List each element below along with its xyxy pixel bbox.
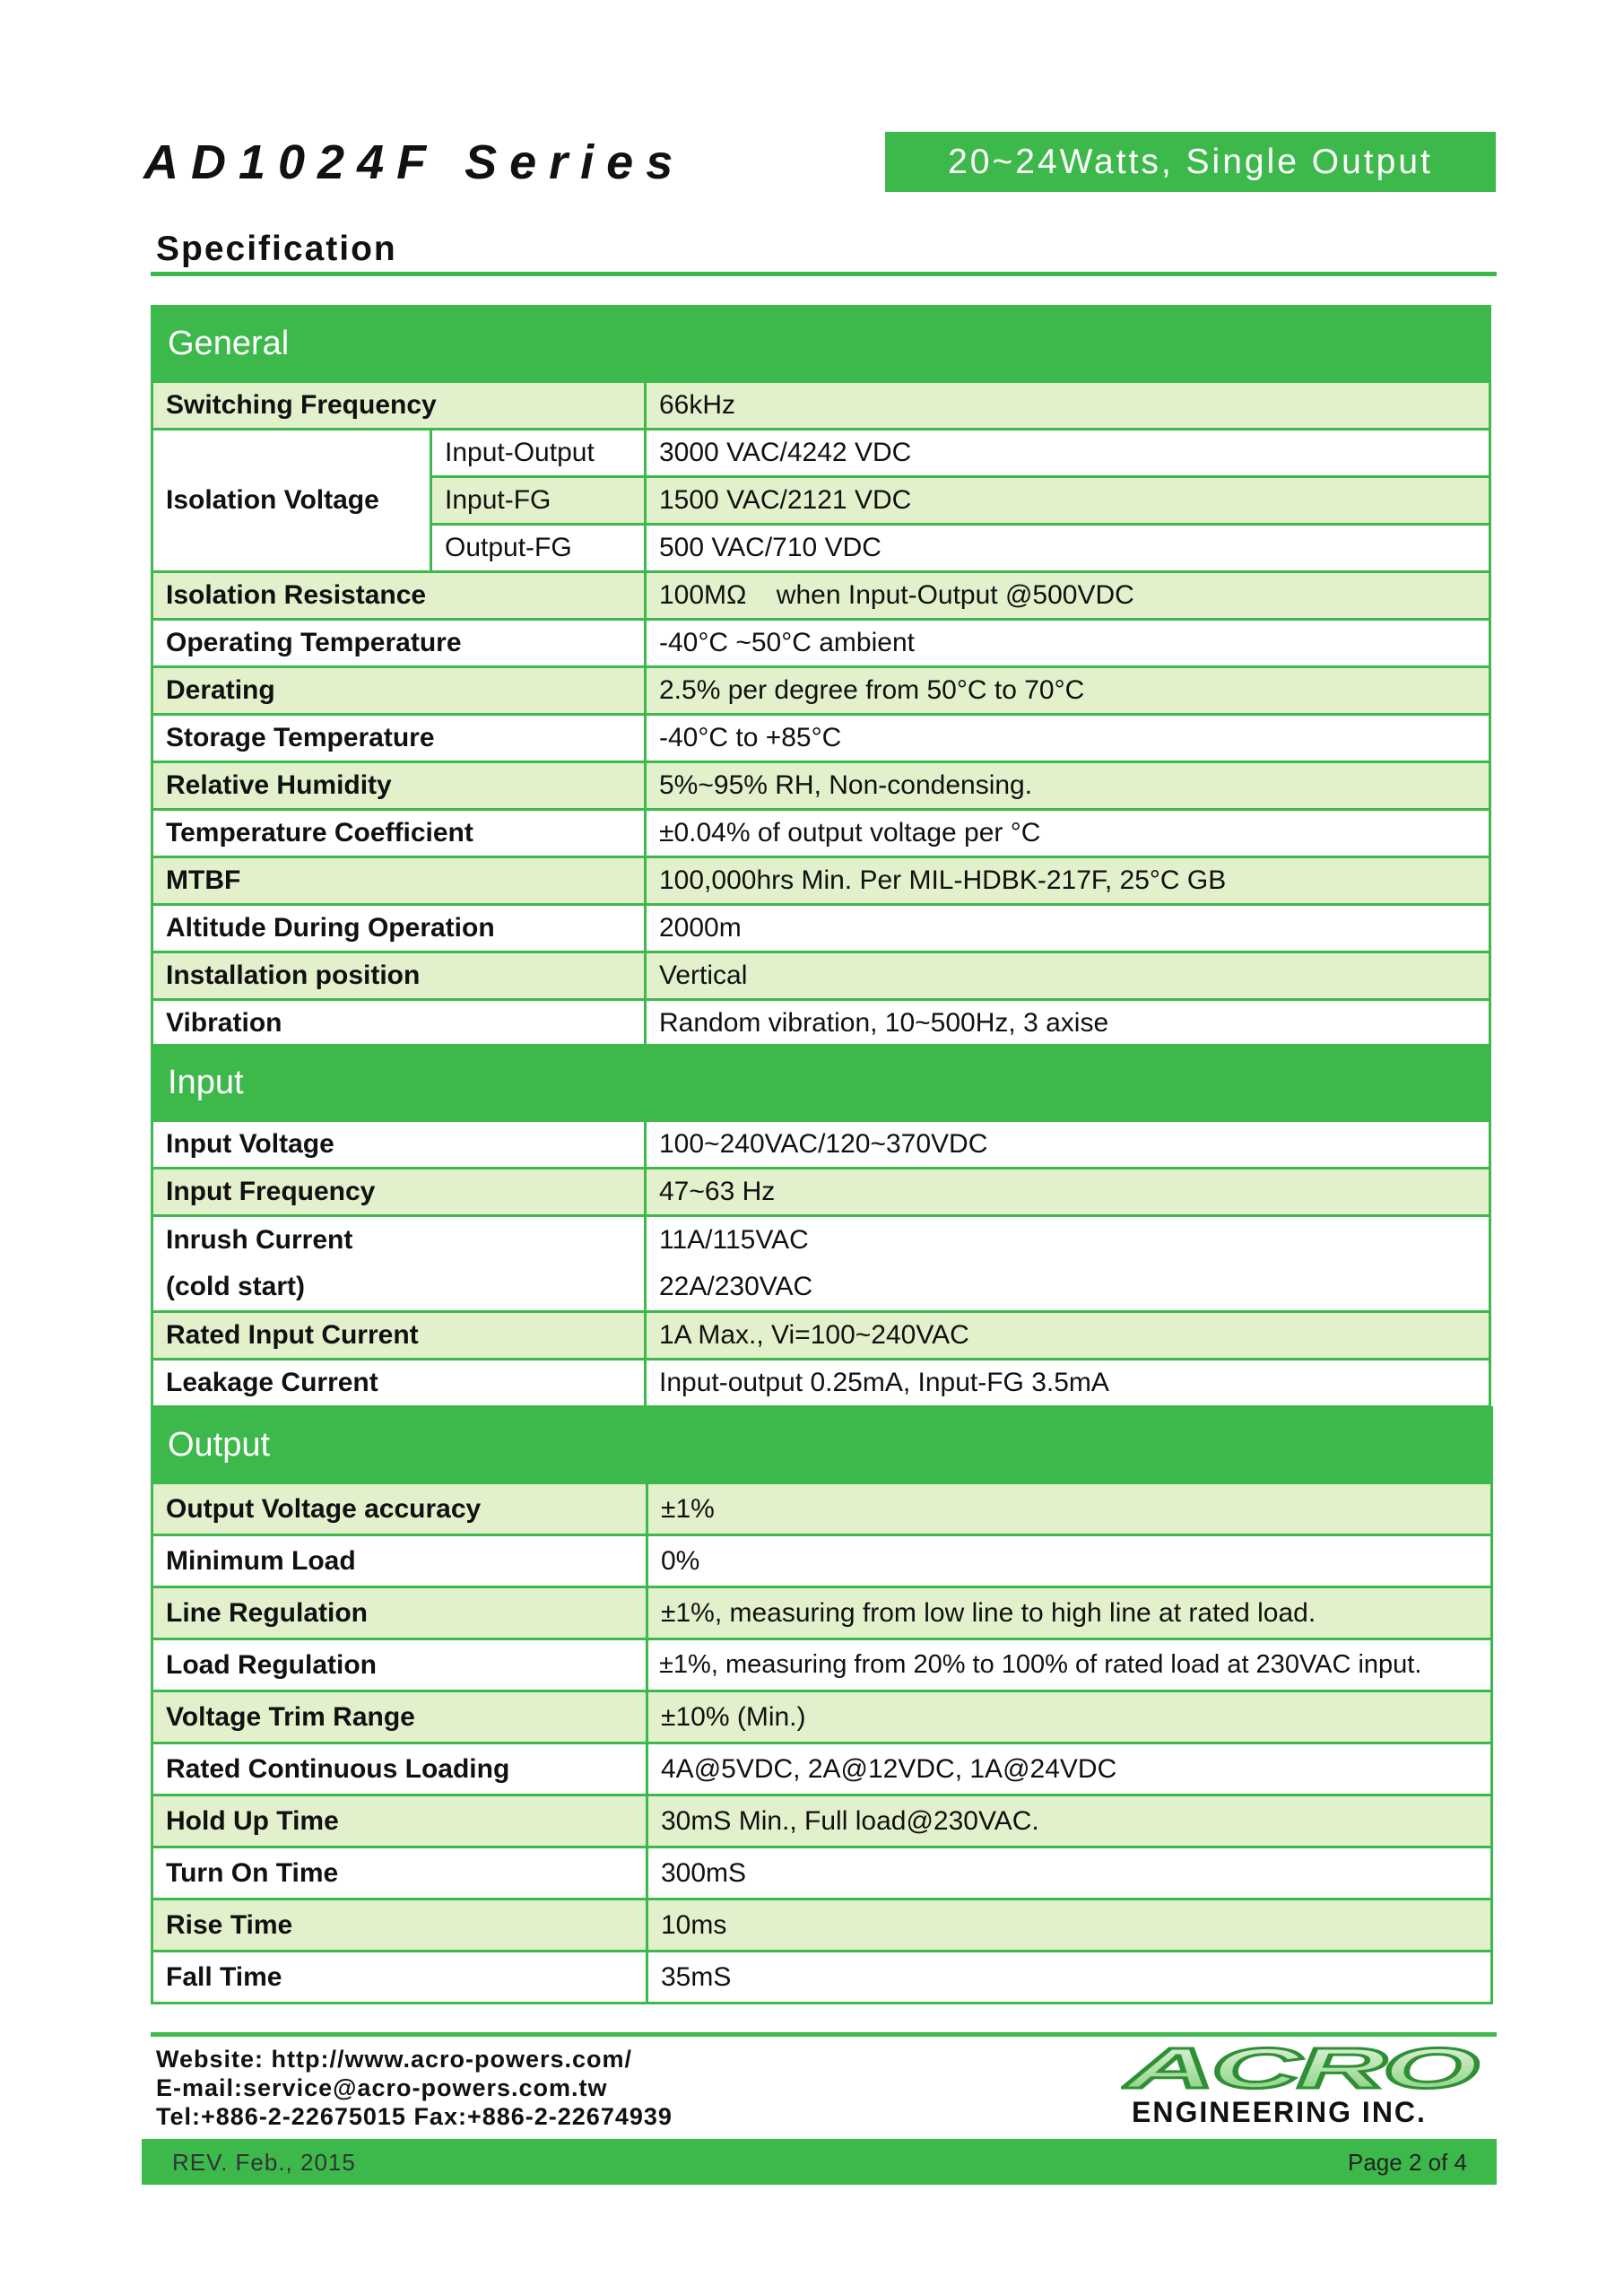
- section-heading: Specification: [156, 230, 397, 268]
- row-value: 500 VAC/710 VDC: [646, 525, 1490, 572]
- table-row: [152, 1952, 1492, 2004]
- row-value: 100MΩ when Input-Output @500VDC: [646, 572, 1490, 620]
- table-row: [152, 810, 1490, 857]
- row-value: 35mS: [647, 1952, 1492, 2004]
- row-label: Isolation Resistance: [152, 572, 646, 620]
- row-value: [646, 1216, 1490, 1312]
- table-row: [152, 762, 1490, 810]
- input-spec-table: [151, 1044, 1491, 1408]
- row-label: Fall Time: [152, 1952, 647, 2004]
- footer-top-rule: [151, 2032, 1497, 2037]
- table-row: [152, 1121, 1490, 1169]
- revision-text: REV. Feb., 2015: [172, 2149, 356, 2176]
- table-row: [152, 1360, 1490, 1407]
- phone-fax-text: Tel:+886-2-22675015 Fax:+886-2-22674939: [156, 2103, 673, 2130]
- row-value: 2.5% per degree from 50°C to 70°C: [646, 667, 1490, 715]
- table-row: [152, 715, 1490, 762]
- section-header-row: [152, 307, 1490, 382]
- table-row: [152, 952, 1490, 1000]
- row-value: 30mS Min., Full load@230VAC.: [647, 1795, 1492, 1847]
- table-row: [152, 430, 1490, 477]
- row-label: Vibration: [152, 1000, 646, 1048]
- section-title-input: Input: [152, 1046, 1490, 1121]
- section-header-row: [152, 1046, 1490, 1121]
- table-row: [152, 572, 1490, 620]
- row-value: Vertical: [646, 952, 1490, 1000]
- table-row: [152, 1847, 1492, 1899]
- page-number: Page 2 of 4: [1348, 2149, 1467, 2176]
- row-value: ±1%, measuring from 20% to 100% of rated load at 230VAC input.: [647, 1639, 1492, 1691]
- row-value: 3000 VAC/4242 VDC: [646, 430, 1490, 477]
- table-row: [152, 857, 1490, 905]
- row-label-line: (cold start): [166, 1272, 306, 1301]
- row-value: 5%~95% RH, Non-condensing.: [646, 762, 1490, 810]
- row-value-line: 22A/230VAC: [659, 1272, 813, 1301]
- table-row: [152, 1899, 1492, 1952]
- general-spec-table: [151, 305, 1491, 1048]
- table-row: [152, 1000, 1490, 1048]
- table-row: [152, 1639, 1492, 1691]
- row-label: Input Frequency: [152, 1169, 646, 1216]
- row-label: Rated Input Current: [152, 1312, 646, 1360]
- row-value: 100,000hrs Min. Per MIL-HDBK-217F, 25°C GB: [646, 857, 1490, 905]
- row-value: Input-output 0.25mA, Input-FG 3.5mA: [646, 1360, 1490, 1407]
- table-row: [152, 1216, 1490, 1312]
- row-value: 1500 VAC/2121 VDC: [646, 477, 1490, 525]
- table-row: [152, 1691, 1492, 1743]
- table-row: [152, 1795, 1492, 1847]
- row-value: 2000m: [646, 905, 1490, 952]
- row-value: ±1%, measuring from low line to high line at rated load.: [647, 1587, 1492, 1639]
- table-row: [152, 1535, 1492, 1587]
- row-label: Minimum Load: [152, 1535, 647, 1587]
- table-row: [152, 1743, 1492, 1795]
- row-label: Temperature Coefficient: [152, 810, 646, 857]
- row-value: 47~63 Hz: [646, 1169, 1490, 1216]
- row-label: Rise Time: [152, 1899, 647, 1952]
- website-text: Website: http://www.acro-powers.com/: [156, 2046, 633, 2073]
- output-spec-table: [151, 1406, 1493, 2004]
- row-label: Hold Up Time: [152, 1795, 647, 1847]
- table-row: [152, 620, 1490, 667]
- row-value: ±10% (Min.): [647, 1691, 1492, 1743]
- row-label: Line Regulation: [152, 1587, 647, 1639]
- row-value-line: 11A/115VAC: [659, 1225, 809, 1255]
- row-label: Relative Humidity: [152, 762, 646, 810]
- row-label: MTBF: [152, 857, 646, 905]
- row-value: 100~240VAC/120~370VDC: [646, 1121, 1490, 1169]
- table-row: [152, 1483, 1492, 1535]
- logo-subtitle: ENGINEERING INC.: [1132, 2096, 1427, 2128]
- row-label: Output Voltage accuracy: [152, 1483, 647, 1535]
- table-row: [152, 1587, 1492, 1639]
- row-label: Voltage Trim Range: [152, 1691, 647, 1743]
- row-sublabel: Output-FG: [431, 525, 646, 572]
- row-value: 1A Max., Vi=100~240VAC: [646, 1312, 1490, 1360]
- table-row: [152, 905, 1490, 952]
- row-label: Operating Temperature: [152, 620, 646, 667]
- row-value: 300mS: [647, 1847, 1492, 1899]
- row-label: Switching Frequency: [152, 382, 646, 430]
- table-row: [152, 382, 1490, 430]
- row-label: Turn On Time: [152, 1847, 647, 1899]
- section-title-output: Output: [152, 1408, 1492, 1483]
- email-text: E-mail:service@acro-powers.com.tw: [156, 2074, 608, 2101]
- row-label: Derating: [152, 667, 646, 715]
- row-label: Rated Continuous Loading: [152, 1743, 647, 1795]
- table-row: [152, 1169, 1490, 1216]
- section-title-general: General: [152, 307, 1490, 382]
- table-row: [152, 1312, 1490, 1360]
- row-value: -40°C ~50°C ambient: [646, 620, 1490, 667]
- contact-info: [156, 2045, 673, 2131]
- row-label: Altitude During Operation: [152, 905, 646, 952]
- row-sublabel: Input-FG: [431, 477, 646, 525]
- row-label: Installation position: [152, 952, 646, 1000]
- table-row: [152, 667, 1490, 715]
- row-label: Isolation Voltage: [152, 430, 431, 572]
- section-header-row: [152, 1408, 1492, 1483]
- row-label: Leakage Current: [152, 1360, 646, 1407]
- row-label-line: Inrush Current: [166, 1225, 353, 1255]
- header-badge: 20~24Watts, Single Output: [885, 132, 1496, 192]
- heading-underline: [151, 272, 1497, 276]
- row-sublabel: Input-Output: [431, 430, 646, 477]
- logo-wordmark: ACRO: [1121, 2043, 1478, 2100]
- row-value: 4A@5VDC, 2A@12VDC, 1A@24VDC: [647, 1743, 1492, 1795]
- row-label: Input Voltage: [152, 1121, 646, 1169]
- row-value: 0%: [647, 1535, 1492, 1587]
- row-value: ±1%: [647, 1483, 1492, 1535]
- row-label: Load Regulation: [152, 1639, 647, 1691]
- row-value: 66kHz: [646, 382, 1490, 430]
- row-value: -40°C to +85°C: [646, 715, 1490, 762]
- row-value: 10ms: [647, 1899, 1492, 1952]
- series-title: AD1024F Series: [143, 135, 686, 189]
- row-label: Storage Temperature: [152, 715, 646, 762]
- row-label: [152, 1216, 646, 1312]
- row-value: ±0.04% of output voltage per °C: [646, 810, 1490, 857]
- row-value: Random vibration, 10~500Hz, 3 axise: [646, 1000, 1490, 1048]
